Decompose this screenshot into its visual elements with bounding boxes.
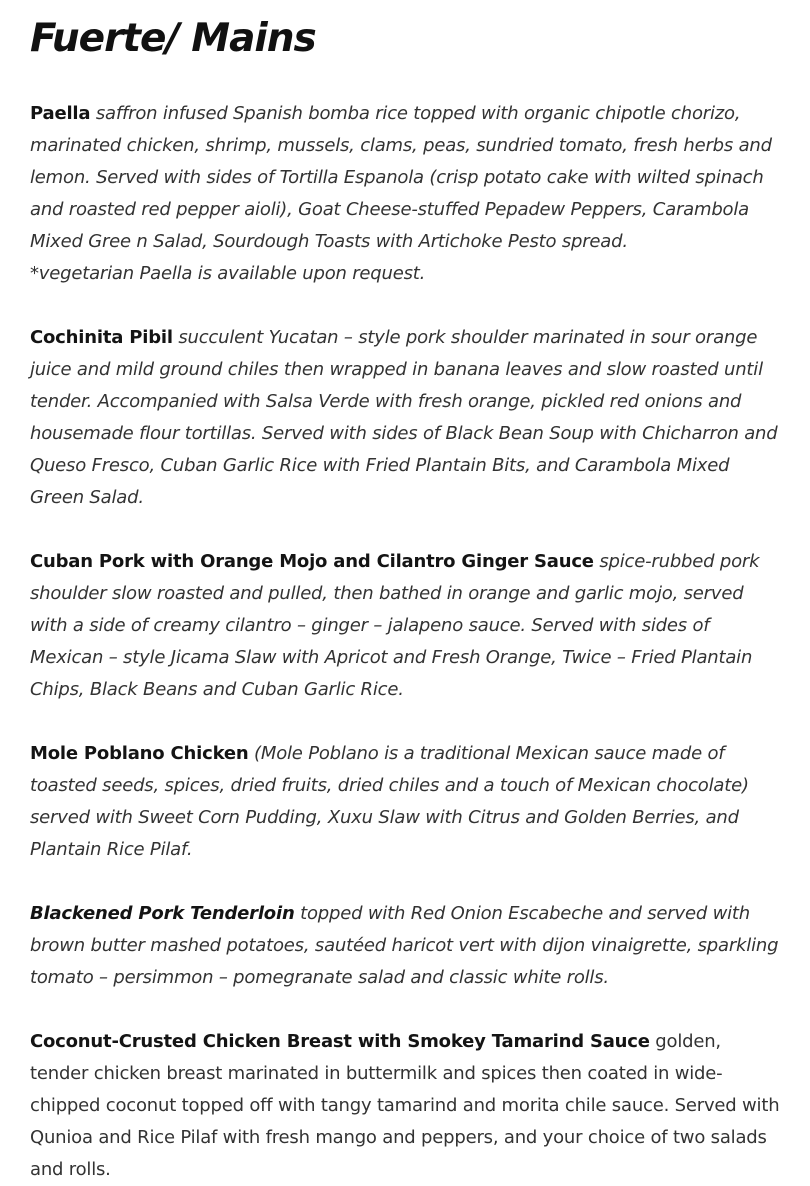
- spacer: [30, 994, 780, 1026]
- spacer: [30, 514, 780, 546]
- menu-item-paella: [30, 98, 780, 290]
- menu-item-coconut-crusted-chicken: [30, 1026, 780, 1186]
- item-description: saffron infused Spanish bomba rice topped with organic chipotle chorizo, marinated chicken, shrimp, mussels, clams, peas, sundried tomato, fresh herbs and lemon. Served with sides of Tortilla Espanola (crisp potato cake with wilted spinach and roasted red pepper aioli), Goat Cheese-stuffed Pepadew Peppers, Carambola Mixed Gree n Salad, Sourdough Toasts with Artichoke Pesto spread.: [30, 103, 772, 252]
- menu-item-cochinita-pibil: [30, 322, 780, 514]
- menu-item-blackened-pork-tenderloin: [30, 898, 780, 994]
- item-name: Mole Poblano Chicken: [30, 743, 249, 764]
- item-note: *vegetarian Paella is available upon request.: [30, 263, 426, 284]
- spacer: [30, 706, 780, 738]
- item-name: Blackened Pork Tenderloin: [30, 903, 295, 924]
- spacer: [30, 866, 780, 898]
- item-name: Cuban Pork with Orange Mojo and Cilantro Ginger Sauce: [30, 551, 594, 572]
- item-description: succulent Yucatan – style pork shoulder marinated in sour orange juice and mild ground chiles then wrapped in banana leaves and slow roasted until tender. Accompanied with Salsa Verde with fresh orange, pickled red onions and housemade flour tortillas. Served with sides of Black Bean Soup with Chicharron and Queso Fresco, Cuban Garlic Rice with Fried Plantain Bits, and Carambola Mixed Green Salad.: [30, 327, 778, 508]
- item-name: Paella: [30, 103, 91, 124]
- item-description: (Mole Poblano is a traditional Mexican sauce made of toasted seeds, spices, dried fruits, dried chiles and a touch of Mexican chocolate) served with Sweet Corn Pudding, Xuxu Slaw with Citrus and Golden Berries, and Plantain Rice Pilaf.: [30, 743, 749, 860]
- menu-page: [30, 0, 780, 1186]
- section-title: Fuerte/ Mains: [30, 16, 316, 61]
- menu-item-cuban-pork: [30, 546, 780, 706]
- menu-item-mole-poblano-chicken: [30, 738, 780, 866]
- item-name: Cochinita Pibil: [30, 327, 173, 348]
- item-description: topped with Red Onion Escabeche and served with brown butter mashed potatoes, sautéed haricot vert with dijon vinaigrette, sparkling tomato – persimmon – pomegranate salad and classic white rolls.: [30, 903, 779, 988]
- item-description: spice-rubbed pork shoulder slow roasted and pulled, then bathed in orange and garlic mojo, served with a side of creamy cilantro – ginger – jalapeno sauce. Served with sides of Mexican – style Jicama Slaw with Apricot and Fresh Orange, Twice – Fried Plantain Chips, Black Beans and Cuban Garlic Rice.: [30, 551, 760, 700]
- item-description: golden, tender chicken breast marinated in buttermilk and spices then coated in wide-chipped coconut topped off with tangy tamarind and morita chile sauce. Served with Qunioa and Rice Pilaf with fresh mango and peppers, and your choice of two salads and rolls.: [30, 1031, 780, 1180]
- item-name: Coconut-Crusted Chicken Breast with Smokey Tamarind Sauce: [30, 1031, 650, 1052]
- spacer: [30, 290, 780, 322]
